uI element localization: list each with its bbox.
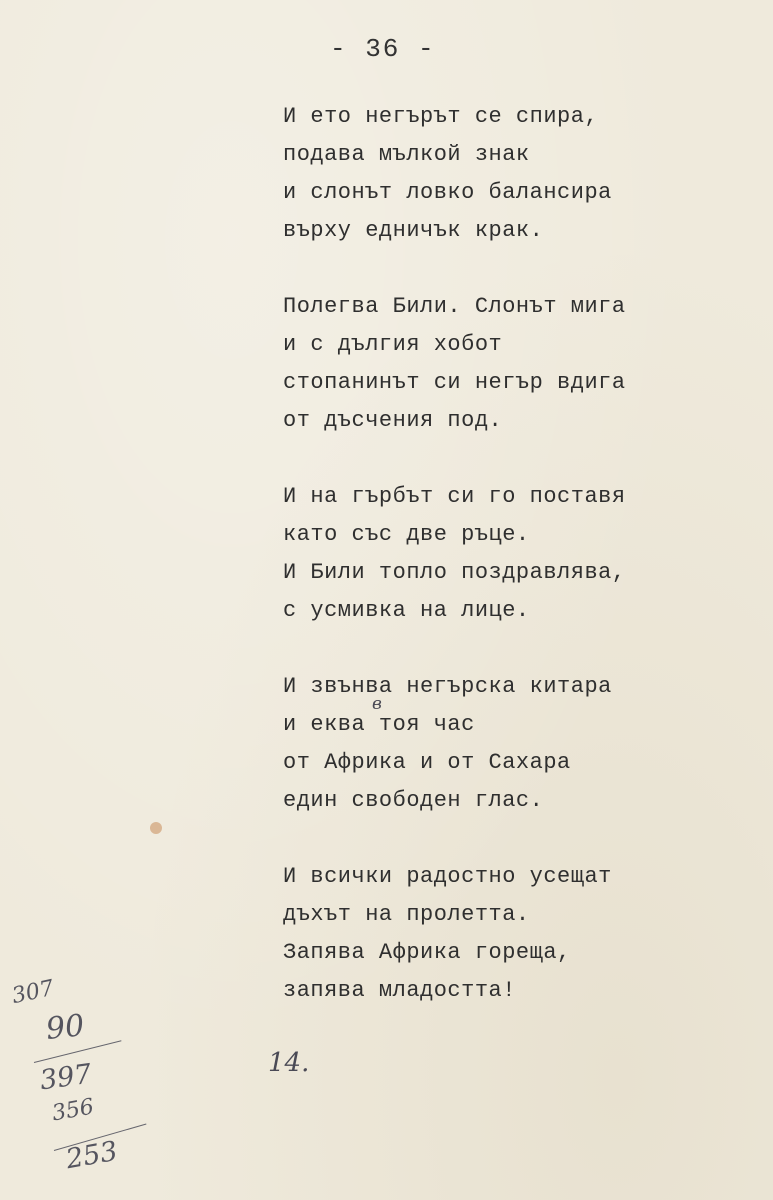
poem-line: И всички радостно усещат <box>283 864 612 889</box>
tally-number: 397 <box>38 1058 94 1097</box>
poem-line: И Били топло поздравлява, <box>283 560 626 585</box>
poem-line: И звънва негърска китара <box>283 674 612 699</box>
handwritten-line-count: 14. <box>268 1048 310 1078</box>
poem-line: запява младостта! <box>283 978 516 1003</box>
tally-number: 307 <box>9 975 57 1010</box>
stanza-2 <box>283 288 626 440</box>
tally-number: 253 <box>63 1135 120 1176</box>
page-number: - 36 - <box>330 34 436 64</box>
poem-line: И ето негърът се спира, <box>283 104 599 129</box>
poem-line: подава мълкой знак <box>283 142 530 167</box>
poem <box>283 98 626 1048</box>
stanza-5 <box>283 858 626 1010</box>
poem-line: с усмивка на лице. <box>283 598 530 623</box>
poem-line: Запява Африка гореща, <box>283 940 571 965</box>
poem-line: и с дългия хобот <box>283 332 503 357</box>
poem-line: и слонът ловко балансира <box>283 180 612 205</box>
poem-line: като със две ръце. <box>283 522 530 547</box>
poem-line: един свободен глас. <box>283 788 544 813</box>
poem-line: дъхът на пролетта. <box>283 902 530 927</box>
pencil-tally <box>9 975 170 1180</box>
tally-number: 356 <box>50 1094 96 1127</box>
poem-line: от дъсчения под. <box>283 408 503 433</box>
poem-line: и еква тоя час <box>283 712 475 737</box>
paper-stain <box>150 822 162 834</box>
poem-line: стопанинът си негър вдига <box>283 370 626 395</box>
poem-line: И на гърбът си го поставя <box>283 484 626 509</box>
stanza-3 <box>283 478 626 630</box>
stanza-4 <box>283 668 626 820</box>
stanza-1 <box>283 98 626 250</box>
handwritten-insertion: в <box>372 694 382 714</box>
tally-number: 90 <box>44 1008 86 1047</box>
poem-line: върху едничък крак. <box>283 218 544 243</box>
poem-line: от Африка и от Сахара <box>283 750 571 775</box>
poem-line: Полегва Били. Слонът мига <box>283 294 626 319</box>
